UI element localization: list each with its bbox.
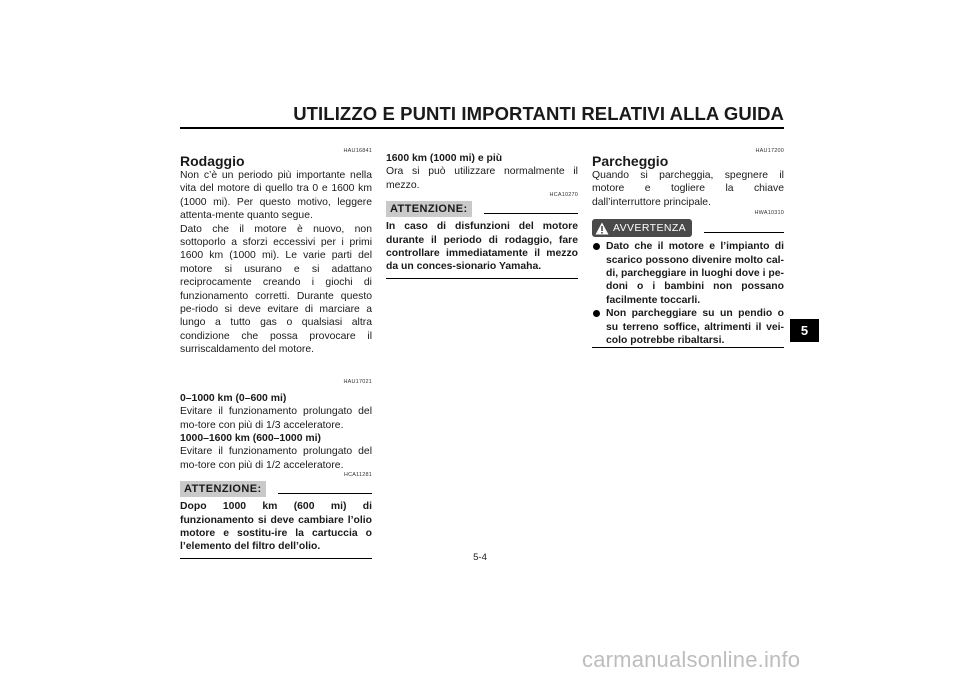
page-number: 5-4	[473, 552, 487, 563]
warning-label-text: AVVERTENZA	[613, 222, 687, 235]
warning-triangle-icon	[595, 222, 609, 235]
section-heading-parcheggio: Parcheggio	[592, 153, 669, 169]
section-heading-rodaggio: Rodaggio	[180, 153, 245, 169]
list-item: Dato che il motore e l’impianto di scarico possono divenire molto cal-di, parcheggiare in luoghi dove i pe-doni o i bambini non possano facilmente toccarli.	[592, 240, 784, 307]
divider	[278, 493, 372, 494]
caution-text: Dopo 1000 km (600 mi) di funzionamento si deve cambiare l’olio motore e sostitu-ire la cartuccia o l’elemento del filtro dell’olio.	[180, 500, 372, 559]
list-item: Non parcheggiare su un pendio o su terreno soffice, altrimenti il vei-colo potrebbe ribaltarsi.	[592, 307, 784, 347]
reference-code: HAU17021	[343, 378, 372, 385]
divider	[704, 232, 784, 233]
reference-code: HCA11281	[343, 472, 372, 479]
caution-label: ATTENZIONE:	[180, 481, 266, 497]
subheading: 1600 km (1000 mi) e più	[386, 153, 503, 164]
paragraph: Evitare il funzionamento prolungato del mo-tore con più di 1/3 acceleratore.	[180, 406, 372, 431]
reference-code: HAU17200	[755, 148, 784, 154]
watermark: carmanualsonline.info	[582, 647, 801, 672]
caution-notice	[180, 481, 372, 559]
column-1	[180, 148, 372, 559]
chapter-tab: 5	[790, 319, 819, 342]
column-2	[386, 148, 578, 279]
divider	[484, 213, 578, 214]
caution-label: ATTENZIONE:	[386, 201, 472, 217]
reference-code: HCA10270	[549, 192, 578, 199]
header-rule	[180, 127, 784, 129]
subheading: 0–1000 km (0–600 mi)	[180, 392, 287, 404]
paragraph: Non c’è un periodo più importante nella vita del motore di quello tra 0 e 1600 km (1000 mi). Per questo motivo, leggere attenta-mente quanto segue.	[180, 170, 372, 222]
subheading: 1000–1600 km (600–1000 mi)	[180, 432, 321, 444]
paragraph: Quando si parcheggia, spegnere il motore e togliere la chiave dall’interruttore principale.	[592, 170, 784, 208]
caution-text: In caso di disfunzioni del motore durante il periodo di rodaggio, fare controllare immediatamente il mezzo da un conces-sionario Yamaha.	[386, 220, 578, 279]
column-3	[592, 148, 784, 348]
page-title: UTILIZZO E PUNTI IMPORTANTI RELATIVI ALLA GUIDA	[293, 103, 784, 124]
warning-list	[592, 240, 784, 348]
warning-notice	[592, 219, 784, 348]
reference-code: HWA10310	[754, 210, 784, 217]
paragraph: Dato che il motore è nuovo, non sottoporlo a sforzi eccessivi per i primi 1600 km (1000 mi). Le varie parti del motore si usurano e si adattano reciprocamente creando i giochi di funzionamento corretti. Durante questo pe-riodo si deve evitare di marciare a lungo a tutto gas o qualsiasi altra condizione che possa provocare il surriscaldamento del motore.	[180, 223, 372, 356]
paragraph: Ora si può utilizzare normalmente il mezzo.	[386, 166, 578, 191]
caution-notice	[386, 201, 578, 279]
warning-label	[592, 219, 692, 237]
reference-code: HAU16841	[343, 148, 372, 154]
paragraph: Evitare il funzionamento prolungato del mo-tore con più di 1/2 acceleratore.	[180, 446, 372, 471]
